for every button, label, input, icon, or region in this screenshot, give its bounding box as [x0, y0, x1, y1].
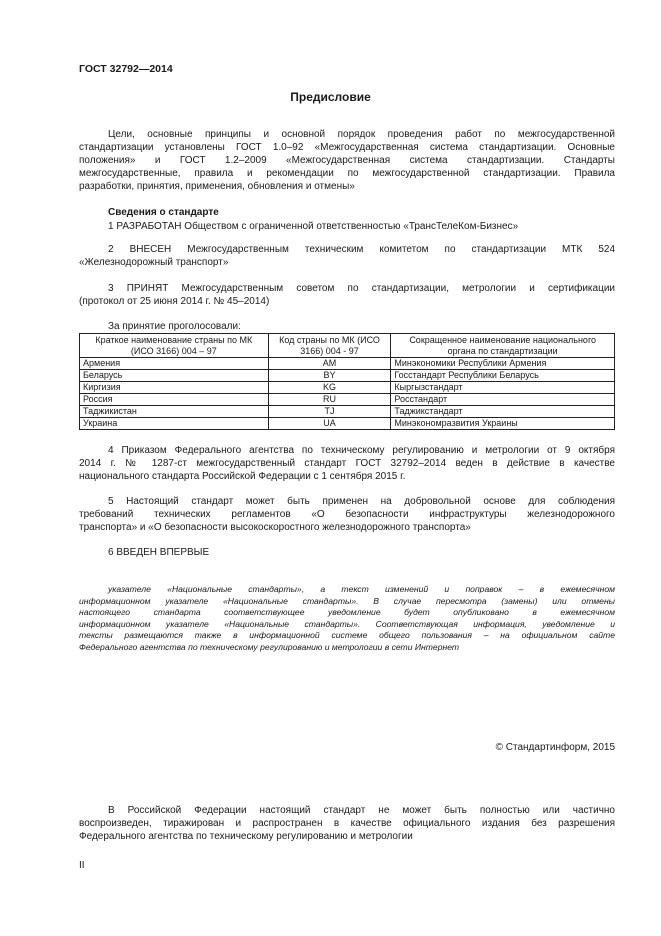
text-line: 4 Приказом Федерального агентства по техническому регулированию и метрологии от 9 октября — [108, 445, 615, 456]
text-line: Цели, основные принципы и основной порядок проведения работ по межгосударственной — [108, 129, 615, 140]
item-3 — [79, 282, 615, 308]
column-header: Сокращенное наименование национального органа по стандартизации — [391, 334, 615, 358]
country-name: Таджикистан — [80, 406, 269, 418]
text-line: 2014 г. № 1287-ст межгосударственный стандарт ГОСТ 32792–2014 веден в действие в качестве — [79, 458, 615, 469]
table-row — [80, 382, 615, 394]
column-header: Код страны по МК (ИСО 3166) 004 - 97 — [268, 334, 391, 358]
text-line: разработки, принятия, применения, обновления и отмены» — [79, 181, 355, 192]
country-code: KG — [268, 382, 391, 394]
standards-body: Госстандарт Республики Беларусь — [391, 370, 615, 382]
standards-body: Росстандарт — [391, 394, 615, 406]
country-name: Киргизия — [80, 382, 269, 394]
text-line: 3 ПРИНЯТ Межгосударственным советом по стандартизации, метрологии и сертификации — [108, 283, 615, 294]
text-line: тексты размещаются также в информационной системе общего пользования – на официальном сайте — [79, 630, 615, 640]
text-line: указателе «Национальные стандарты», а текст изменений и поправок – в ежемесячном — [108, 584, 615, 594]
country-name: Украина — [80, 418, 269, 430]
table-row — [80, 358, 615, 370]
text-line: положения» и ГОСТ 1.2–2009 «Межгосударственная система стандартизации. Стандарты — [79, 155, 615, 166]
copyright: © Стандартинформ, 2015 — [495, 742, 615, 753]
text-line: 5 Настоящий стандарт может быть применен на добровольной основе для соблюдения — [108, 496, 615, 507]
publication-notice — [79, 584, 615, 653]
voted-label: За принятие проголосовали: — [108, 321, 241, 332]
text-line: межгосударственные, правила и рекомендации по межгосударственной стандартизации. Правила — [79, 168, 615, 179]
table-row — [80, 406, 615, 418]
text-line: информационном указателе «Национальные стандарты». В случае пересмотра (замены) или отмены — [79, 595, 615, 606]
country-code: AM — [268, 358, 391, 370]
text-line: «Железнодорожный транспорт» — [79, 257, 229, 268]
item-6: 6 ВВЕДЕН ВПЕРВЫЕ — [108, 547, 210, 558]
text-line: информационном указателе «Национальные стандарты». Соответствующая информация, уведомление и — [79, 618, 615, 629]
rights-notice — [79, 804, 615, 843]
text-line: воспроизведен, тиражирован и распространен в качестве официального издания без разрешения — [79, 818, 615, 829]
standards-body: Минэкономразвития Украины — [391, 418, 615, 430]
country-name: Беларусь — [80, 370, 269, 382]
text-line: Федерального агентства по техническому регулированию и метрологии — [79, 831, 413, 842]
page-title: Предисловие — [290, 90, 371, 104]
country-code: RU — [268, 394, 391, 406]
standards-body: Минэкономики Республики Армения — [391, 358, 615, 370]
item-5 — [79, 495, 615, 534]
text-line: стандартизации установлены ГОСТ 1.0–92 «Межгосударственная система стандартизации. Основные — [79, 142, 615, 153]
text-line: национального стандарта Российской Федерации с 1 сентября 2015 г. — [79, 471, 406, 482]
country-name: Армения — [80, 358, 269, 370]
text-line: 2 ВНЕСЕН Межгосударственным техническим комитетом по стандартизации МТК 524 — [108, 244, 615, 255]
column-header: Краткое наименование страны по МК (ИСО 3166) 004 – 97 — [80, 334, 269, 358]
item-1: 1 РАЗРАБОТАН Обществом с ограниченной ответственностью «ТрансТелеКом-Бизнес» — [108, 221, 519, 232]
section-heading: Сведения о стандарте — [108, 207, 219, 218]
text-line: В Российской Федерации настоящий стандарт не может быть полностью или частично — [108, 805, 615, 816]
country-code: BY — [268, 370, 391, 382]
table-header-row — [80, 334, 615, 358]
item-4 — [79, 444, 615, 483]
standards-body: Кыргызстандарт — [391, 382, 615, 394]
text-line: Федерального агентства по техническому регулированию и метрологии в сети Интернет — [79, 641, 460, 652]
intro-paragraph — [79, 128, 615, 193]
table-row — [80, 394, 615, 406]
text-line: (протокол от 25 июня 2014 г. № 45–2014) — [79, 296, 270, 307]
item-2 — [79, 243, 615, 269]
standards-body: Таджикстандарт — [391, 406, 615, 418]
table-row — [80, 370, 615, 382]
text-line: настоящего стандарта соответствующее уведомление будет опубликовано в ежемесячном — [79, 607, 615, 617]
document-id: ГОСТ 32792—2014 — [79, 63, 173, 75]
page-number: II — [79, 860, 85, 871]
country-code: TJ — [268, 406, 391, 418]
text-line: транспорта» и «О безопасности высокоскоростного железнодорожного транспорта» — [79, 522, 471, 533]
country-name: Россия — [80, 394, 269, 406]
table-row — [80, 418, 615, 430]
country-code: UA — [268, 418, 391, 430]
text-line: требований технических регламентов «О безопасности инфраструктуры железнодорожного — [79, 509, 615, 520]
voting-table — [79, 333, 615, 430]
